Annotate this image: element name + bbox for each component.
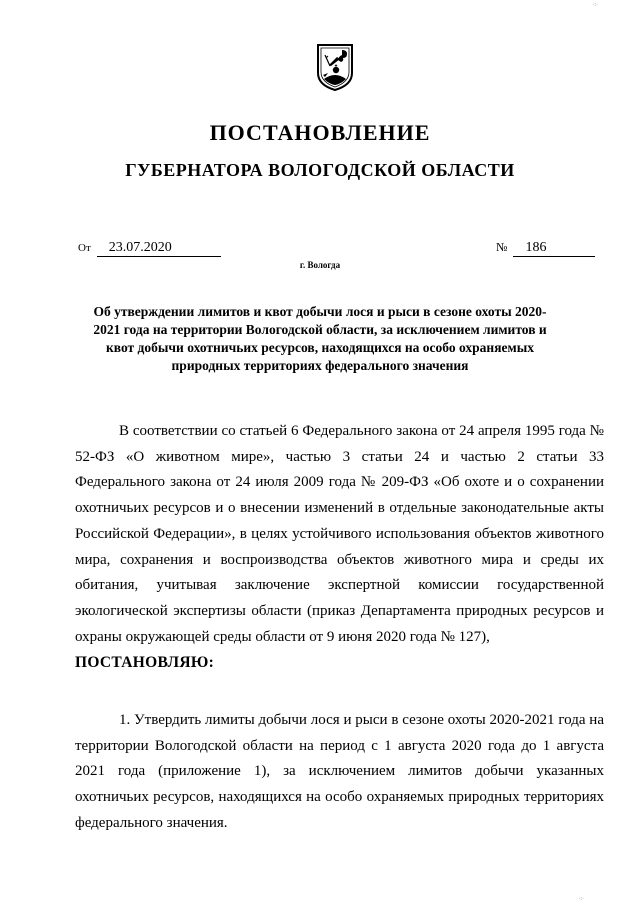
scan-mark: ·:· [578, 896, 584, 902]
preamble-paragraph: В соответствии со статьей 6 Федерального закона от 24 апреля 1995 года № 52-ФЗ «О животном мире», частью 3 статьи 24 и частью 2 статьи 33 Федерального закона от 24 июля 2009 года № 209-ФЗ «Об охоте и о сохранении охотничьих ресурсов и о внесении изменений в отдельные законодательные акты Российской Федерации», в целях устойчивого использования объектов животного мира, сохранения и воспроизводства объектов животного мира и среды их обитания, учитывая заключение экспертной комиссии государственной экологической экспертизы области (приказ Департамента природных ресурсов и охраны окружающей среды области от 9 июня 2020 года № 127), [75, 423, 604, 645]
vologda-coat-of-arms-icon [316, 43, 354, 91]
document-subject: Об утверждении лимитов и квот добычи лося и рыси в сезоне охоты 2020-2021 года на территории Вологодской области, за исключением лимитов и квот добычи охотничьих ресурсов, находящихся на особо охраняемых природных территориях федерального значения [93, 304, 547, 373]
document-issuer: ГУБЕРНАТОРА ВОЛОГОДСКОЙ ОБЛАСТИ [125, 160, 515, 180]
city-label: г. Вологда [299, 260, 341, 270]
document-number: 186 [513, 240, 595, 257]
document-title: ПОСТАНОВЛЕНИЕ [209, 120, 431, 145]
item-1-paragraph: 1. Утвердить лимиты добычи лося и рыси в сезоне охоты 2020-2021 года на территории Вологодской области на период с 1 августа 2020 года до 1 августа 2021 года (приложение 1), за исключением лимитов добычи указанных охотничьих ресурсов, находящихся на особо охраняемых природных территориях федерального значения. [75, 712, 604, 831]
number-prefix-label: № [496, 240, 508, 254]
date-prefix-label: От [78, 242, 91, 254]
date-block [78, 240, 221, 257]
scan-mark: ·:· [592, 2, 598, 8]
decree-heading: ПОСТАНОВЛЯЮ: [75, 654, 215, 671]
number-block [496, 240, 595, 257]
coat-of-arms-emblem [316, 43, 354, 91]
document-date: 23.07.2020 [97, 240, 221, 257]
